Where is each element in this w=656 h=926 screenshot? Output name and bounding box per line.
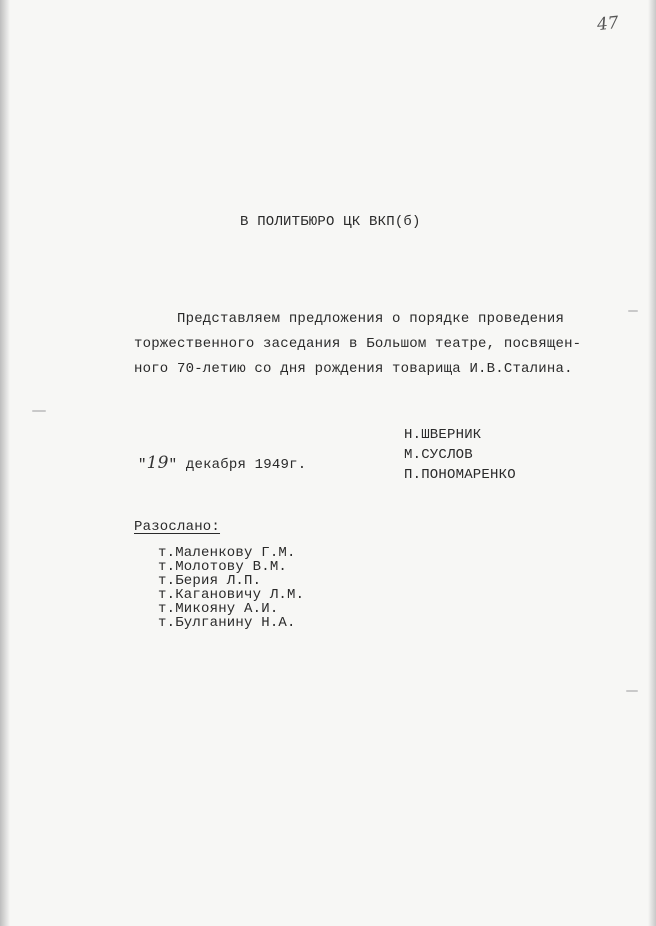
signatory-2: М.СУСЛОВ [404, 447, 473, 463]
recipient-4: т.Кагановичу Л.М. [158, 587, 305, 603]
date-open-quote: " [138, 457, 147, 473]
body-line-2: торжественного заседания в Большом театре, посвящен- [134, 336, 582, 352]
scan-speck [628, 310, 638, 312]
scan-speck [626, 690, 638, 692]
scan-edge-left [0, 0, 10, 926]
date-close-quote: " [168, 457, 178, 473]
signatory-3: П.ПОНОМАРЕНКО [404, 467, 516, 483]
folio-number: 47 [596, 12, 620, 36]
recipient-6: т.Булганину Н.А. [158, 615, 296, 631]
scan-speck [32, 410, 46, 412]
document-date [138, 455, 306, 473]
date-day-handwritten: 19 [146, 453, 169, 473]
recipient-5: т.Микояну А.И. [158, 601, 279, 617]
recipient-2: т.Молотову В.М. [158, 559, 288, 575]
distribution-label: Разослано: [134, 519, 221, 535]
signatory-1: Н.ШВЕРНИК [404, 427, 482, 443]
recipient-3: т.Берия Л.П. [158, 573, 262, 589]
body-line-1: Представляем предложения о порядке проведения [177, 311, 565, 327]
scan-edge-right [648, 0, 656, 926]
date-month-year: декабря 1949г. [185, 457, 307, 473]
body-line-3: ного 70-летию со дня рождения товарища И.В.Сталина. [134, 361, 573, 377]
document-heading: В ПОЛИТБЮРО ЦК ВКП(б) [240, 214, 421, 230]
recipient-1: т.Маленкову Г.М. [158, 545, 296, 561]
